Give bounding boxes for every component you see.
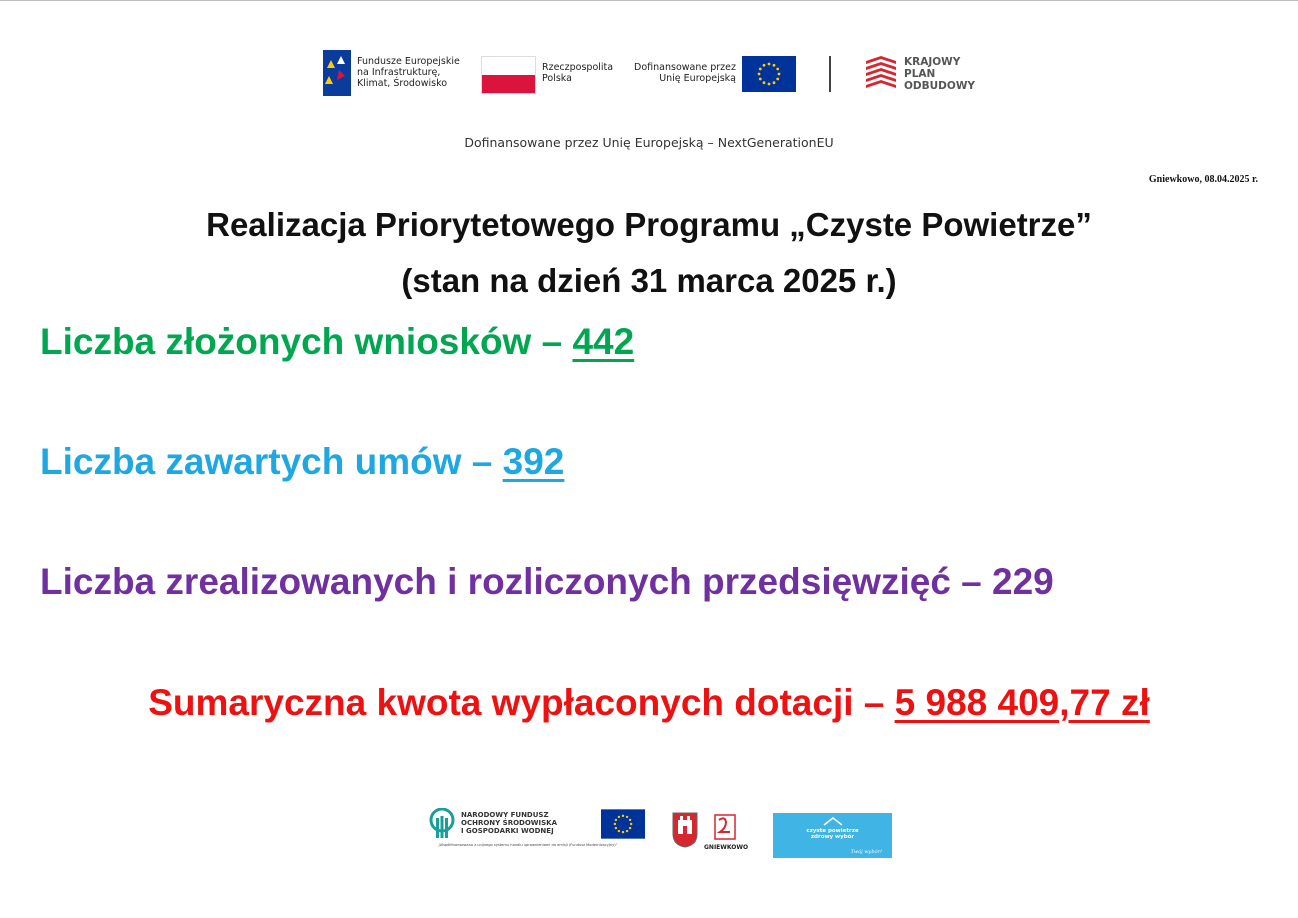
page-subtitle: (stan na dzień 31 marca 2025 r.)	[401, 262, 897, 299]
nfos-note: „Współfinansowano z unijnego systemu handlu uprawnieniami do emisji (Fundusz Modernizacyjny)”	[438, 843, 618, 847]
stat-projects	[40, 561, 1054, 603]
tagline: Dofinansowane przez Unię Europejską – NextGenerationEU	[464, 135, 834, 150]
stat-total-grants-value: 5 988 409,77 zł	[894, 682, 1150, 723]
gniewkowo-name: GNIEWKOWO	[704, 844, 749, 851]
eu-cofinanced-line1: Dofinansowane przez	[634, 62, 736, 73]
fe-logo	[323, 50, 473, 98]
stat-contracts-value: 392	[502, 441, 565, 482]
cp-line2: zdrowy wybór	[810, 834, 855, 840]
document-date: Gniewkowo, 08.04.2025 r.	[1148, 174, 1258, 185]
stat-applications-value: 442	[572, 321, 635, 362]
fe-name-line3: Klimat, Środowisko	[357, 78, 448, 89]
eu-cofinanced-logo	[630, 56, 800, 96]
kpo-name-line3: ODBUDOWY	[904, 80, 975, 92]
kpo-logo	[864, 55, 984, 95]
kpo-name-line2: PLAN	[904, 68, 936, 80]
fe-emblem-icon	[323, 50, 351, 96]
nfos-name-line1: NARODOWY FUNDUSZ	[461, 811, 549, 819]
stat-total-grants-label: Sumaryczna kwota wypłaconych dotacji –	[148, 682, 895, 723]
nfos-name-line3: I GOSPODARKI WODNEJ	[461, 827, 554, 835]
gniewkowo-coat-of-arms-icon	[672, 812, 698, 848]
polish-flag-icon	[481, 56, 536, 94]
top-border	[0, 0, 1298, 1]
stat-projects-value: 229	[992, 561, 1054, 602]
page-title: Realizacja Priorytetowego Programu „Czyste Powietrze”	[206, 206, 1092, 243]
kpo-emblem-icon	[864, 55, 898, 91]
kpo-name-line1: KRAJOWY	[904, 56, 961, 68]
rp-name-line2: Polska	[542, 73, 572, 84]
nfos-emblem-icon	[428, 808, 456, 840]
house-icon	[823, 816, 843, 826]
stat-applications-label: Liczba złożonych wniosków –	[40, 321, 573, 362]
eu-cofinanced-line2: Unię Europejską	[659, 73, 736, 84]
stat-total-grants	[0, 682, 1298, 724]
czyste-powietrze-logo	[773, 813, 892, 858]
fe-name-line2: na Infrastrukturę,	[357, 67, 441, 78]
stat-contracts-label: Liczba zawartych umów –	[40, 441, 503, 482]
cp-line1: czyste powietrze	[806, 828, 859, 834]
nfos-name-line2: OCHRONY ŚRODOWISKA	[461, 819, 558, 827]
eu-flag-icon	[742, 56, 796, 92]
gniewkowo-logo	[672, 812, 752, 854]
fe-name-line1: Fundusze Europejskie	[357, 56, 460, 67]
stat-applications	[40, 321, 634, 363]
logo-divider	[829, 56, 831, 92]
gniewkowo-mark-icon	[714, 814, 736, 840]
stat-contracts	[40, 441, 564, 483]
rp-name-line1: Rzeczpospolita	[542, 62, 614, 73]
cp-slogan: Twój wybór!	[850, 849, 882, 855]
stat-projects-label: Liczba zrealizowanych i rozliczonych przedsięwzięć –	[40, 561, 993, 602]
rp-logo	[481, 56, 621, 96]
eu-flag-footer-icon	[601, 809, 645, 839]
